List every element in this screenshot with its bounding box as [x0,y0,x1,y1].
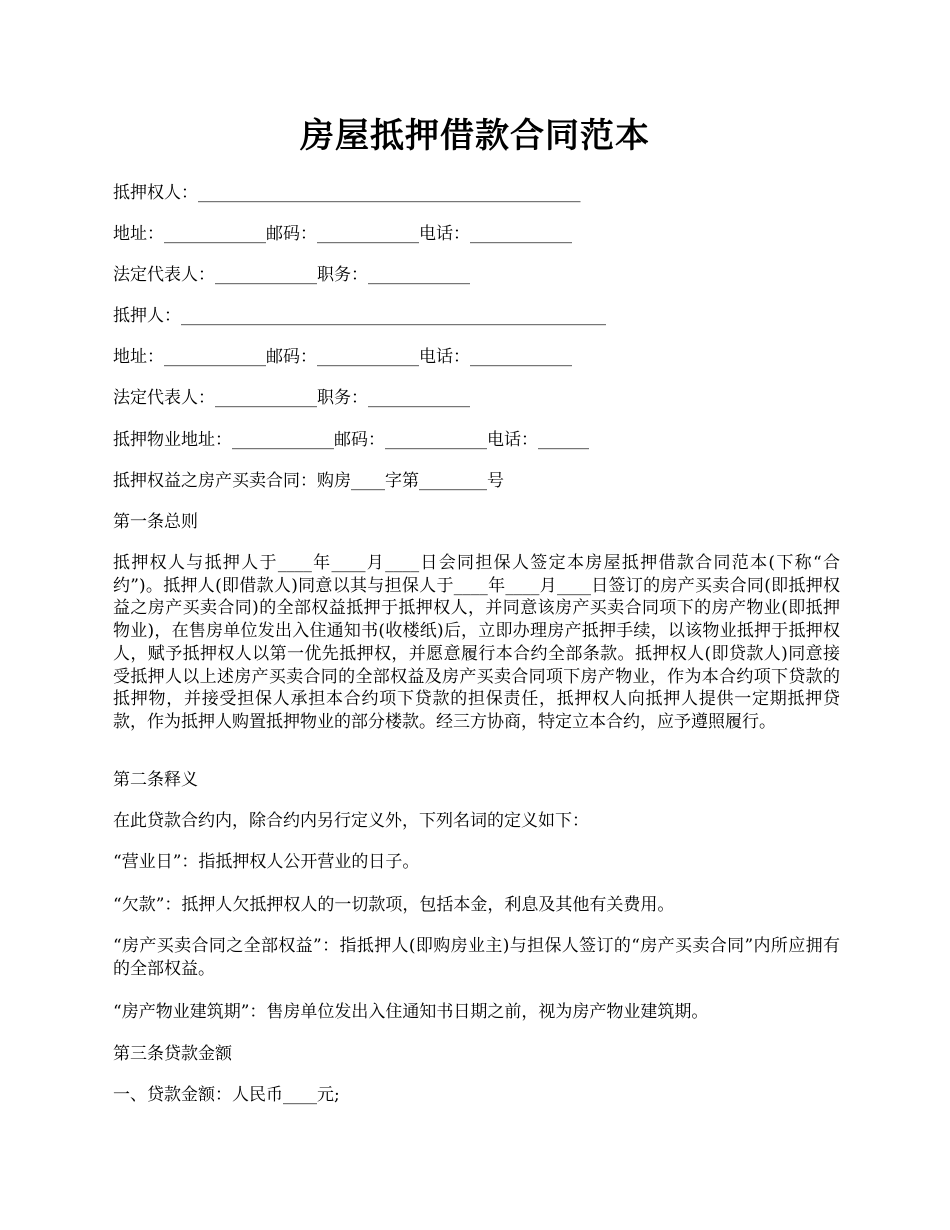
article3-item1: 一、贷款金额：人民币____元; [113,1085,340,1105]
article1-heading: 第一条总则 [113,512,198,532]
mortgagor-address-line: 地址：____________邮码：____________电话：____________ [113,347,572,367]
property-address-line: 抵押物业地址：____________邮码：____________电话：______ [113,430,589,450]
definition-construction-period: “房产物业建筑期”：售房单位发出入住通知书日期之前，视为房产物业建筑期。 [113,1002,709,1022]
mortgagee-address-line: 地址：____________邮码：____________电话：____________ [113,224,572,244]
mortgagor-representative-line: 法定代表人：____________职务：____________ [113,388,470,408]
article2-intro: 在此贷款合约内，除合约内另行定义外，下列名词的定义如下： [113,811,589,831]
mortgagee-line: 抵押权人：_____________________________________________ [113,183,581,203]
article3-heading: 第三条贷款金额 [113,1044,232,1064]
mortgagor-line: 抵押人：__________________________________________________ [113,306,606,326]
article2-heading: 第二条释义 [113,770,198,790]
definition-business-day: “营业日”：指抵押权人公开营业的日子。 [113,852,420,872]
definition-all-rights: “房产买卖合同之全部权益”：指抵押人(即购房业主)与担保人签订的“房产买卖合同”内所应拥有的全部权益。 [113,936,840,979]
document-title: 房屋抵押借款合同范本 [300,116,650,156]
purchase-contract-line: 抵押权益之房产买卖合同：购房____字第________号 [113,471,504,491]
definition-debt: “欠款”：抵押人欠抵押权人的一切款项，包括本金，利息及其他有关费用。 [113,895,675,915]
mortgagee-representative-line: 法定代表人：____________职务：____________ [113,265,470,285]
article1-body: 抵押权人与抵押人于____年____月____日会同担保人签定本房屋抵押借款合同范本(下称“合约”)。抵押人(即借款人)同意以其与担保人于____年____月____日签订的房产买卖合同(即抵押权益之房产买卖合同)的全部权益抵押于抵押权人，并同意该房产买卖合同项下的房产物业(即抵押物业)，在售房单位发出入住通知书(收楼纸)后，立即办理房产抵押手续，以该物业抵押于抵押权人，赋予抵押权人以第一优先抵押权，并愿意履行本合约全部条款。抵押权人(即贷款人)同意接受抵押人以上述房产买卖合同的全部权益及房产买卖合同项下房产物业，作为本合约项下贷款的抵押物，并接受担保人承担本合约项下贷款的担保责任，抵押权人向抵押人提供一定期抵押贷款，作为抵押人购置抵押物业的部分楼款。经三方协商，特定立本合约，应予遵照履行。 [113,553,840,732]
